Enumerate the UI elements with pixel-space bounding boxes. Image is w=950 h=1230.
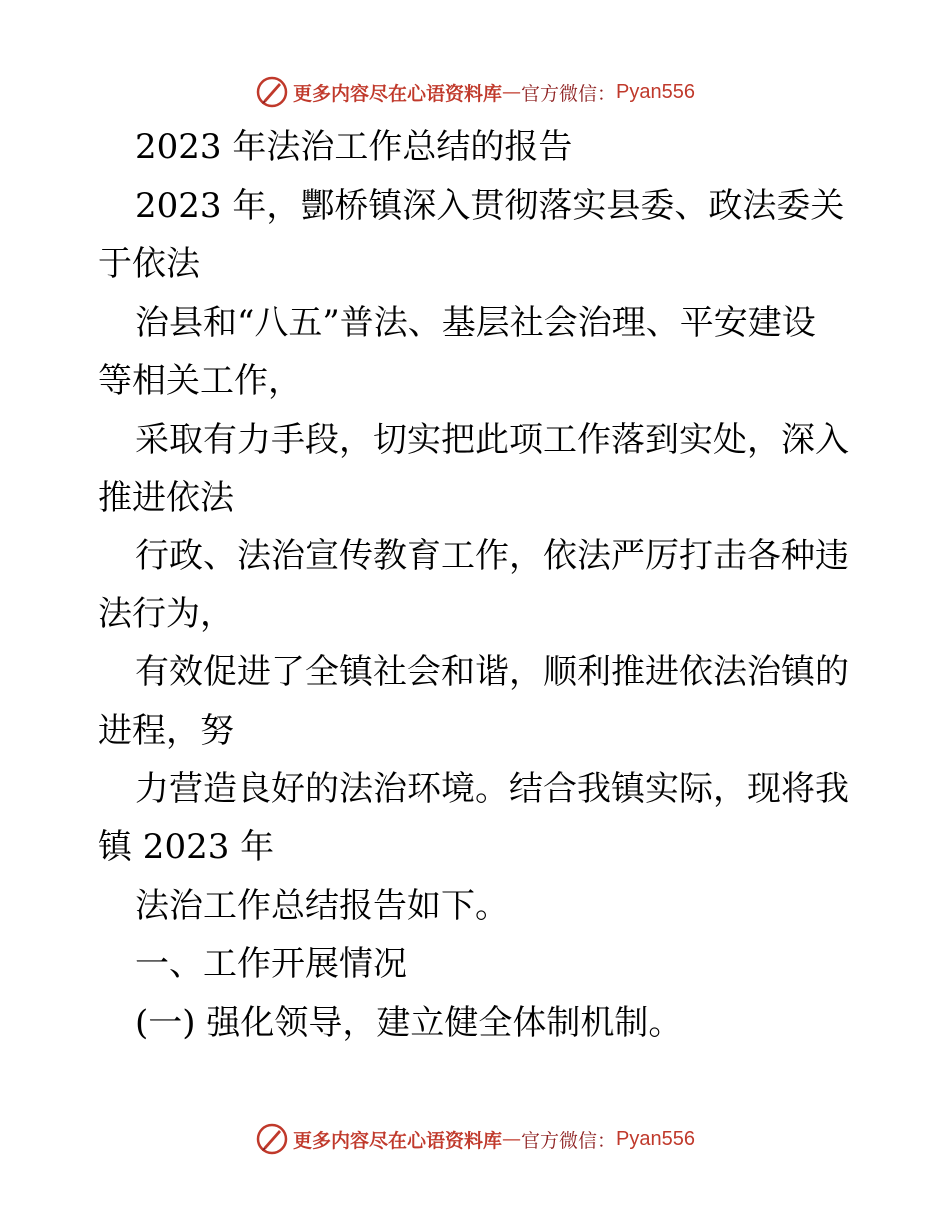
text-line: 治县和“八五”普法、基层社会治理、平安建设 — [135, 303, 816, 343]
text-line: 法行为， — [98, 594, 234, 634]
text-line: 2023 年，酆桥镇深入贯彻落实县委、政法委关 — [135, 186, 845, 226]
promo-text: 更多内容尽在心语资料库 — [293, 1129, 503, 1152]
text-line: 推进依法 — [98, 478, 234, 518]
banner-dash: — — [502, 1128, 522, 1150]
text-line: 进程，努 — [98, 711, 234, 751]
text-line: 于依法 — [98, 244, 200, 284]
text-line: 采取有力手段，切实把此项工作落到实处，深入 — [135, 420, 849, 460]
text-line: 等相关工作， — [98, 361, 302, 401]
document-title: 2023 年法治工作总结的报告 — [135, 127, 573, 167]
text-line: 有效促进了全镇社会和谐，顺利推进依法治镇的 — [135, 652, 849, 692]
promo-text: 更多内容尽在心语资料库 — [293, 82, 503, 105]
wechat-id: Pyan556 — [616, 1127, 695, 1150]
footer-watermark-banner — [0, 1119, 950, 1159]
text-line: 镇 2023 年 — [98, 827, 275, 867]
text-line: 行政、法治宣传教育工作，依法严厉打击各种违 — [135, 536, 849, 576]
quill-logo-icon — [255, 1122, 289, 1156]
text-line: 力营造良好的法治环境。结合我镇实际，现将我 — [135, 769, 849, 809]
wechat-label: 官方微信： — [521, 1129, 617, 1152]
section-heading: 一、工作开展情况 — [135, 944, 407, 984]
subsection-heading: (一) 强化领导，建立健全体制机制。 — [135, 1003, 683, 1043]
wechat-label: 官方微信： — [521, 82, 617, 105]
banner-dash: — — [502, 81, 522, 103]
wechat-id: Pyan556 — [616, 80, 695, 103]
text-line: 法治工作总结报告如下。 — [135, 886, 509, 926]
